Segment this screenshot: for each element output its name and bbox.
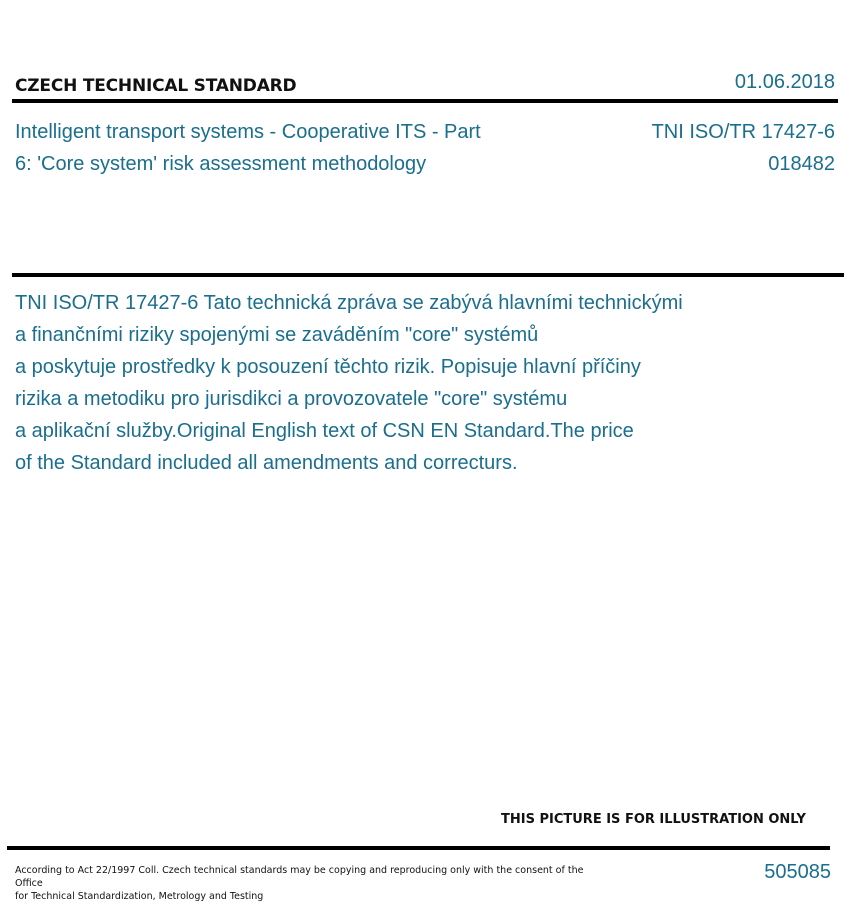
footer-rule — [7, 846, 830, 850]
legal-notice-line: According to Act 22/1997 Coll. Czech technical standards may be copying and reproducing only with the consent of the Office — [15, 865, 584, 889]
catalog-code: 018482 — [768, 153, 835, 175]
document-header-title: CZECH TECHNICAL STANDARD — [15, 76, 297, 96]
description-line: a finančními riziky spojenými se zaváděním "core" systémů — [15, 324, 539, 346]
description-line: a poskytuje prostředky k posouzení těchto rizik. Popisuje hlavní příčiny — [15, 356, 641, 378]
publication-date: 01.06.2018 — [734, 71, 835, 93]
standard-title-line: Intelligent transport systems - Cooperative ITS - Part — [15, 121, 481, 143]
standard-identifier — [652, 116, 835, 180]
description-line: rizika a metodiku pro jurisdikci a provozovatele "core" systému — [15, 388, 568, 410]
description-line: of the Standard included all amendments and correcturs. — [15, 452, 518, 474]
description-line: a aplikační služby.Original English text of CSN EN Standard.The price — [15, 420, 634, 442]
legal-notice-line: for Technical Standardization, Metrology and Testing — [15, 891, 264, 902]
description-line: TNI ISO/TR 17427-6 Tato technická zpráva se zabývá hlavními technickými — [15, 292, 683, 314]
standard-title-line: 6: 'Core system' risk assessment methodology — [15, 153, 427, 175]
standard-description — [15, 287, 775, 479]
standard-number: TNI ISO/TR 17427-6 — [651, 121, 835, 143]
legal-notice — [15, 864, 585, 903]
section-rule — [12, 273, 844, 277]
header-rule — [12, 99, 838, 103]
standard-title — [15, 116, 575, 180]
illustration-note: THIS PICTURE IS FOR ILLUSTRATION ONLY — [501, 812, 806, 827]
footer-code: 505085 — [764, 861, 831, 883]
